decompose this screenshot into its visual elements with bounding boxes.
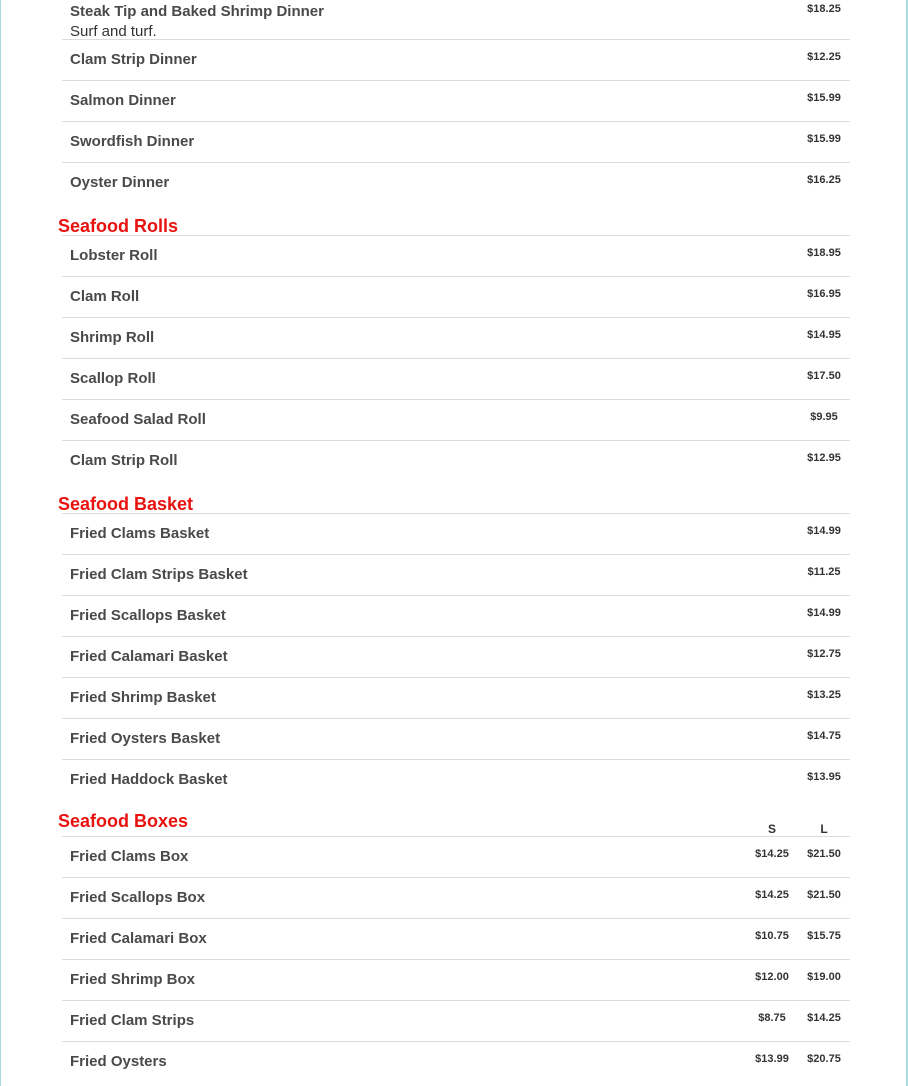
- item-name: Fried Oysters Basket: [70, 730, 221, 747]
- item-name: Fried Scallops Basket: [70, 607, 226, 624]
- column-header-large: L: [820, 822, 828, 836]
- item-price: $15.99: [807, 92, 841, 104]
- item-price-small: $12.00: [755, 971, 789, 983]
- menu-item[interactable]: [62, 1041, 850, 1082]
- section-header: [58, 481, 850, 513]
- item-name: Fried Calamari Box: [70, 930, 207, 947]
- menu-item[interactable]: [62, 513, 850, 554]
- item-name: Clam Strip Roll: [70, 452, 178, 469]
- menu-item[interactable]: [62, 677, 850, 718]
- item-price: $13.25: [807, 689, 841, 701]
- item-name: Fried Shrimp Basket: [70, 689, 216, 706]
- menu-item[interactable]: [62, 554, 850, 595]
- item-name: Oyster Dinner: [70, 174, 170, 191]
- menu-item[interactable]: [62, 399, 850, 440]
- item-price: $18.25: [807, 3, 841, 15]
- menu-panel: [1, 0, 906, 1086]
- section-seafood-boxes: [58, 800, 850, 1082]
- menu-item[interactable]: [62, 440, 850, 481]
- menu-item[interactable]: [62, 121, 850, 162]
- item-price: $14.95: [807, 329, 841, 341]
- menu-item[interactable]: [62, 1000, 850, 1041]
- section-dinners: [58, 0, 850, 203]
- item-price-large: $21.50: [807, 848, 841, 860]
- item-price-large: $14.25: [807, 1012, 841, 1024]
- item-price: $16.25: [807, 174, 841, 186]
- item-name: Lobster Roll: [70, 247, 158, 264]
- item-price-small: $10.75: [755, 930, 789, 942]
- item-price-small: $14.25: [755, 889, 789, 901]
- menu-item[interactable]: [62, 317, 850, 358]
- item-price: $9.95: [810, 411, 838, 423]
- menu-item[interactable]: [62, 162, 850, 203]
- column-header-small: S: [767, 822, 776, 836]
- item-name: Fried Shrimp Box: [70, 971, 196, 988]
- menu-item[interactable]: [62, 80, 850, 121]
- section-title: Seafood Basket: [58, 494, 194, 514]
- item-price: $15.99: [807, 133, 841, 145]
- item-name: Fried Oysters: [70, 1053, 167, 1070]
- menu-item[interactable]: [62, 959, 850, 1000]
- menu-item[interactable]: [62, 358, 850, 399]
- item-price: $12.95: [807, 452, 841, 464]
- section-header: [58, 800, 850, 836]
- menu-item[interactable]: [62, 39, 850, 80]
- item-price-small: $8.75: [758, 1012, 786, 1024]
- item-price-large: $20.75: [807, 1053, 841, 1065]
- item-name: Seafood Salad Roll: [70, 411, 206, 428]
- item-price-small: $14.25: [755, 848, 789, 860]
- item-description: Surf and turf.: [70, 23, 157, 40]
- item-price: $17.50: [807, 370, 841, 382]
- item-price: $14.99: [807, 607, 841, 619]
- item-name: Fried Clam Strips Basket: [70, 566, 248, 583]
- item-name: Clam Roll: [70, 288, 140, 305]
- item-name: Swordfish Dinner: [70, 133, 195, 150]
- item-name: Scallop Roll: [70, 370, 156, 387]
- menu-item[interactable]: [62, 276, 850, 317]
- menu-content: [58, 0, 850, 1082]
- item-name: Fried Haddock Basket: [70, 771, 228, 788]
- menu-item[interactable]: [62, 235, 850, 276]
- menu-item[interactable]: [62, 836, 850, 877]
- item-price: $14.99: [807, 525, 841, 537]
- item-price: $11.25: [807, 566, 841, 578]
- menu-item[interactable]: [62, 0, 850, 39]
- item-name: Fried Clam Strips: [70, 1012, 195, 1029]
- item-price-large: $21.50: [807, 889, 841, 901]
- menu-item[interactable]: [62, 718, 850, 759]
- menu-item[interactable]: [62, 636, 850, 677]
- item-name: Salmon Dinner: [70, 92, 176, 109]
- section-seafood-rolls: [58, 203, 850, 481]
- section-title: Seafood Boxes: [58, 811, 189, 831]
- item-name: Fried Scallops Box: [70, 889, 206, 906]
- item-price-small: $13.99: [755, 1053, 789, 1065]
- item-price: $16.95: [807, 288, 841, 300]
- item-price-large: $19.00: [807, 971, 841, 983]
- item-price: $12.25: [807, 51, 841, 63]
- menu-item[interactable]: [62, 759, 850, 800]
- item-name: Shrimp Roll: [70, 329, 155, 346]
- section-seafood-basket: [58, 481, 850, 800]
- item-name: Fried Calamari Basket: [70, 648, 228, 665]
- item-price: $18.95: [807, 247, 841, 259]
- section-header: [58, 203, 850, 235]
- item-name: Fried Clams Box: [70, 848, 189, 865]
- menu-item[interactable]: [62, 918, 850, 959]
- item-price: $14.75: [807, 730, 841, 742]
- item-price-large: $15.75: [807, 930, 841, 942]
- section-title: Seafood Rolls: [58, 216, 179, 236]
- item-name: Steak Tip and Baked Shrimp Dinner: [70, 3, 324, 20]
- menu-item[interactable]: [62, 595, 850, 636]
- menu-item[interactable]: [62, 877, 850, 918]
- item-price: $13.95: [807, 771, 841, 783]
- item-name: Clam Strip Dinner: [70, 51, 197, 68]
- item-name: Fried Clams Basket: [70, 525, 210, 542]
- item-price: $12.75: [807, 648, 841, 660]
